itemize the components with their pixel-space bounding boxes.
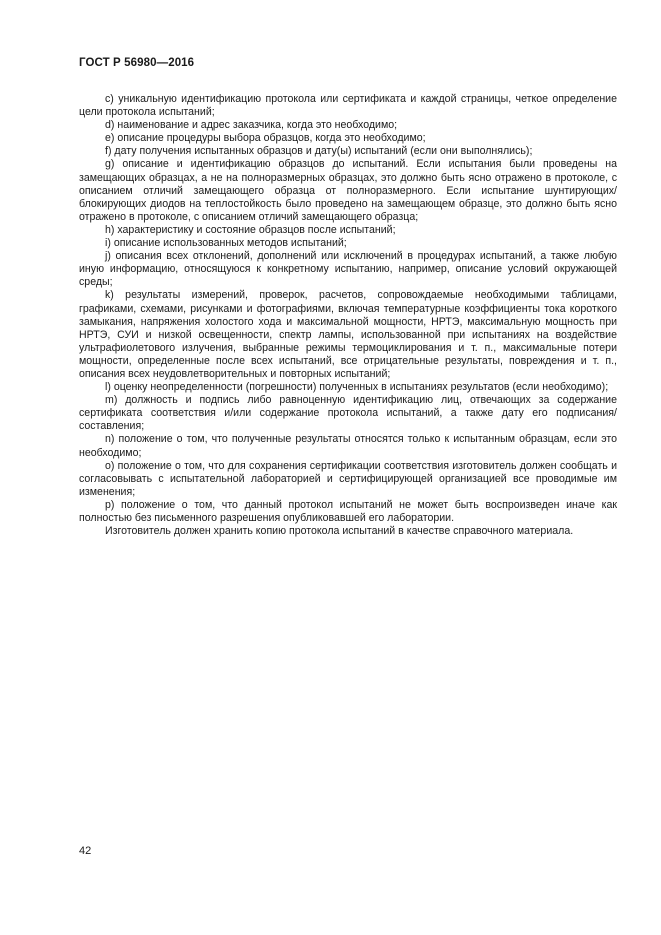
document-body: [79, 93, 617, 538]
paragraph-item-n: n) положение о том, что полученные результаты относятся только к испытанным образцам, если это необходимо;: [79, 433, 617, 459]
paragraph-item-j: j) описания всех отклонений, дополнений или исключений в процедурах испытаний, а также любую иную информацию, относящуюся к конкретному испытанию, например, описание условий окружающей среды;: [79, 250, 617, 289]
paragraph-closing-statement: Изготовитель должен хранить копию протокола испытаний в качестве справочного материала.: [105, 525, 574, 538]
page-number: 42: [79, 845, 92, 857]
paragraph-item-i: i) описание использованных методов испытаний;: [105, 237, 347, 250]
paragraph-item-c: c) уникальную идентификацию протокола или сертификата и каждой страницы, четкое определение цели протокола испытаний;: [79, 93, 617, 119]
paragraph-item-m: m) должность и подпись либо равноценную идентификацию лиц, отвечающих за содержание сертификата соответствия и/или содержание протокола испытаний, а также дату его подписания/составления;: [79, 394, 617, 433]
paragraph-item-p: p) положение о том, что данный протокол испытаний не может быть воспроизведен иначе как полностью без письменного разрешения опубликовавшей его лаборатории.: [79, 498, 617, 524]
paragraph-item-l: l) оценку неопределенности (погрешности) полученных в испытаниях результатов (если необходимо);: [105, 381, 609, 394]
paragraph-item-e: e) описание процедуры выбора образцов, когда это необходимо;: [105, 132, 426, 145]
paragraph-item-h: h) характеристику и состояние образцов после испытаний;: [105, 223, 396, 236]
paragraph-item-g: g) описание и идентификацию образцов до испытаний. Если испытания были проведены на замещающих образцах, а не на полноразмерных образцах, это должно быть ясно отражено в протоколе, с описанием отличий замещающего образца от полноразмерного. Если испытание шунтирующих/блокирующих диодов на теплостойкость было проведено на замещающем образце, это должно быть ясно отражено в протоколе, с описанием отличий замещающего образца;: [79, 158, 617, 223]
paragraph-item-d: d) наименование и адрес заказчика, когда это необходимо;: [105, 119, 398, 132]
paragraph-item-o: o) положение о том, что для сохранения сертификации соответствия изготовитель должен сообщать и согласовывать с испытательной лабораторией и сертифицирующей организацией все проводимые им изменения;: [79, 459, 617, 498]
paragraph-item-f: f) дату получения испытанных образцов и дату(ы) испытаний (если они выполнялись);: [105, 145, 533, 158]
standard-code-header: ГОСТ Р 56980—2016: [79, 57, 195, 69]
paragraph-item-k: k) результаты измерений, проверок, расчетов, сопровождаемые необходимыми таблицами, графиками, схемами, рисунками и фотографиями, включая температурные коэффициенты тока короткого замыкания, напряжения холостого хода и максимальной мощности, НРТЭ, максимальную мощность при НРТЭ, СУИ и низкой освещенности, спектр лампы, использованной при испытаниях на воздействие ультрафиолетового излучения, выбранные режимы термоциклирования и т. п., максимальные потери мощности, определенные после всех испытаний, все отрицательные результаты, повреждения и т. п., описания всех неудовлетворительных и повторных испытаний;: [79, 289, 617, 380]
